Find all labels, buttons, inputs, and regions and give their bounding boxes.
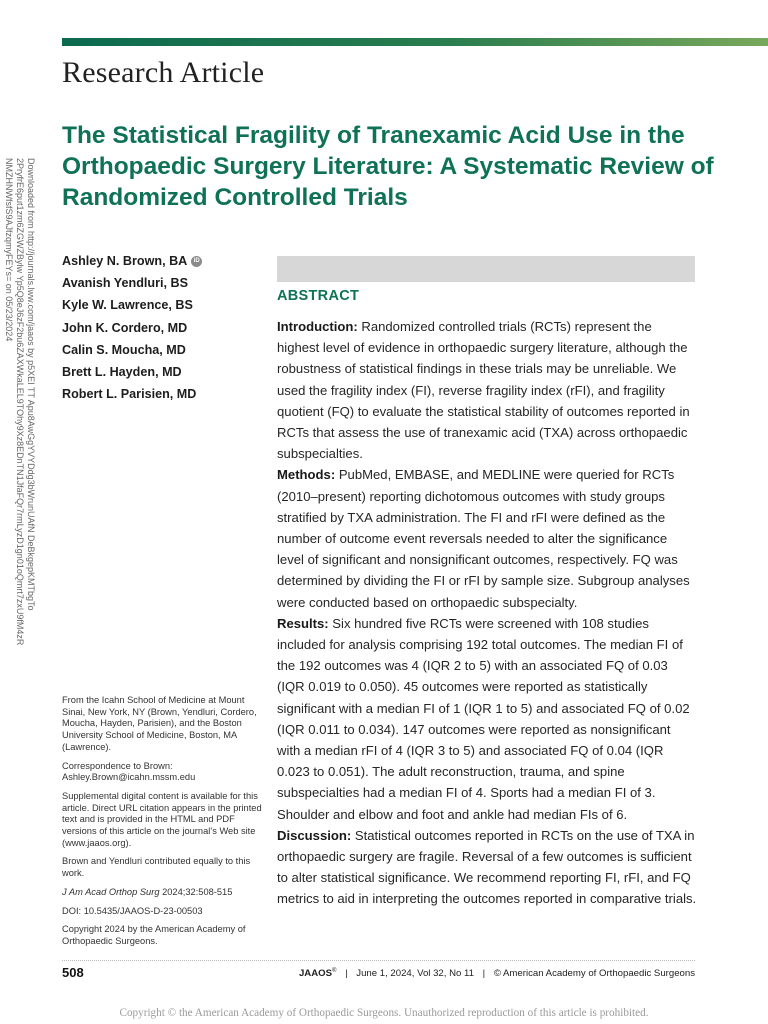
methods-label: Methods: (277, 467, 336, 483)
author-list (62, 250, 202, 405)
journal-issue: June 1, 2024, Vol 32, No 11 (356, 968, 474, 980)
methods-text: PubMed, EMBASE, and MEDLINE were queried for RCTs (2010–present) reporting dichotomous outcomes with study groups stratified by TXA administration. The FI and rFI were defined as the number of outcome event reversals needed to alter the significance level of significant and nonsignificant outcomes, respectively. FQ was determined by dividing the FI or rFI by sample size. Subgroup analyses were conducted based on orthopaedic subspecialty. (277, 467, 690, 610)
journal-mark: ® (332, 968, 337, 974)
author-name: Calin S. Moucha, MD (62, 342, 186, 357)
author-name: Brett L. Hayden, MD (62, 365, 182, 380)
discussion-text: Statistical outcomes reported in RCTs on the use of TXA in orthopaedic surgery are fragile. Reversal of a few outcomes is sufficient to alter statistical significance. We recommend reporting FI, rFI, and FQ metrics to aid in interpreting the outcomes reported in comparative trials. (277, 827, 697, 907)
correspondence-note: Correspondence to Brown: Ashley.Brown@icahn.mssm.edu (62, 760, 196, 783)
orcid-icon[interactable]: iD (191, 256, 202, 267)
article-notes (62, 695, 267, 955)
copyright-note: Copyright 2024 by the American Academy of Orthopaedic Surgeons. (62, 924, 246, 946)
footer-journal-info (299, 968, 695, 979)
results-text: Six hundred five RCTs were screened with 108 studies included for analysis comprising 192 total outcomes. The median FI of the 192 outcomes was 4 (IQR 2 to 5) with an associated FQ of 0.03 (IQR 0.019 to 0.050). 45 outcomes were reported as statistically significant with a median FI of 1 (IQR 1 to 5) and associated FQ of 0.02 (IQR 0.011 to 0.034). 147 outcomes were reported as nonsignificant with a median rFI of 4 (IQR 3 to 5) and associated FQ of 0.04 (IQR 0.023 to 0.051). The adult reconstruction, trauma, and spine subspecialties had a median FI of 4. Sports had a median FI of 3. Shoulder and elbow and foot and ankle had median FIs of 6. (277, 615, 690, 822)
author-name: John K. Cordero, MD (62, 320, 188, 335)
sidebar-line-2: 2PryfrE6put1zm6ZGWZBylw Yp5Q8eJ6zF2bu6ZAXWkaLEL9TOhy9Xz8EDnTN1JfaFQr7rmLyzD1gn01oQmrt7zxU9fM4zR (15, 158, 25, 646)
contribution-note: Brown and Yendluri contributed equally to this work. (62, 856, 251, 879)
journal-name: JAAOS (298, 968, 332, 980)
author-item (62, 361, 202, 383)
author-item (62, 317, 202, 339)
citation-note (62, 887, 267, 899)
journal-publisher: © American Academy of Orthopaedic Surgeons (493, 968, 695, 980)
affiliation-note: From the Icahn School of Medicine at Mount Sinai, New York, NY (Brown, Yendluri, Cordero, Moucha, Hayden, Parisien), and the Boston University School of Medicine, Boston, MA (Lawrence). (62, 695, 257, 752)
author-name: Ashley N. Brown, BA (62, 254, 188, 268)
abstract-body (277, 316, 697, 910)
introduction-label: Introduction: (277, 319, 358, 334)
author-item (62, 383, 202, 405)
abstract-header-bar (277, 256, 695, 282)
author-item (62, 250, 202, 272)
sidebar-line-3: NMZHNWfsfS9AJfzqmyFEYs= on 05/23/2024 (4, 158, 14, 342)
author-item (62, 294, 202, 316)
supplemental-note: Supplemental digital content is available for this article. Direct URL citation appears in the printed text and is provided in the HTML and PDF versions of this article on the journal’s Web site (www.jaaos.org). (62, 790, 262, 848)
footer-separator: | (345, 968, 348, 980)
abstract-heading: ABSTRACT (277, 288, 360, 304)
author-name: Robert L. Parisien, MD (62, 387, 197, 402)
abstract-discussion (277, 825, 697, 910)
citation-journal: J Am Acad Orthop Surg (62, 886, 160, 897)
doi-note[interactable]: DOI: 10.5435/JAAOS-D-23-00503 (62, 905, 203, 916)
footer-divider (62, 960, 695, 961)
author-item (62, 272, 202, 294)
article-title: The Statistical Fragility of Tranexamic Acid Use in the Orthopaedic Surgery Literature: A Systematic Review of Randomized Controlled Trials (62, 122, 714, 211)
page-number: 508 (62, 965, 84, 980)
header-color-bar (62, 38, 768, 46)
author-item (62, 339, 202, 361)
abstract-results (277, 613, 697, 825)
abstract-introduction (277, 316, 697, 464)
abstract-methods (277, 464, 697, 612)
introduction-text: Randomized controlled trials (RCTs) represent the highest level of evidence in orthopaedic surgery literature, although the robustness of statistical findings in these trials may be unreliable. We used the fragility index (FI), reverse fragility index (rFI), and fragility quotient (FQ) to evaluate the statistical stability of outcomes reported in RCTs that assess the use of tranexamic acid (TXA) across orthopaedic subspecialties. (277, 319, 690, 462)
section-label: Research Article (62, 56, 265, 89)
discussion-label: Discussion: (277, 827, 352, 843)
copyright-notice: Copyright © the American Academy of Orthopaedic Surgeons. Unauthorized reproduction of this article is prohibited. (119, 1007, 649, 1019)
results-label: Results: (277, 615, 329, 631)
footer-separator: | (482, 968, 486, 980)
author-name: Avanish Yendluri, BS (62, 276, 188, 291)
sidebar-line-1: Downloaded from http://journals.lww.com/jaaos by p5XEI TT Apu8AwGgYVYDdg3bWrunUAfN DeBkgepKMTbgTo (26, 158, 36, 611)
citation-details: 2024;32:508-515 (159, 886, 233, 897)
author-name: Kyle W. Lawrence, BS (62, 298, 193, 313)
